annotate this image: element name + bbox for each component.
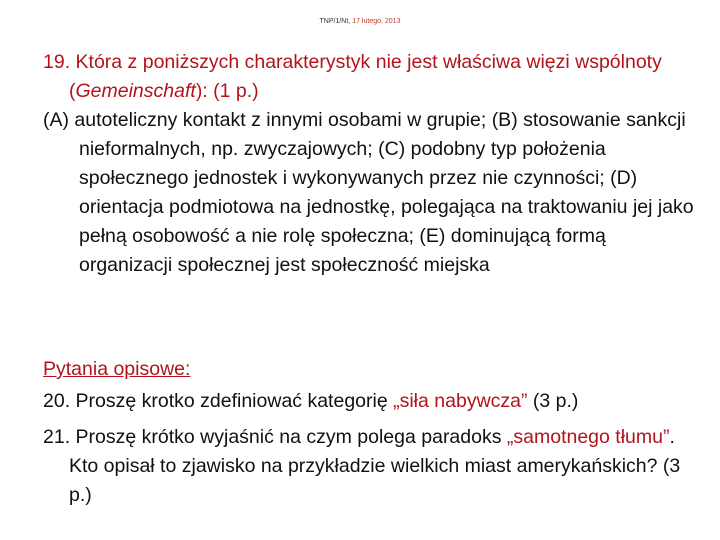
question-21-before: 21. Proszę krótko wyjaśnić na czym polega paradoks <box>43 426 507 448</box>
question-20-before: 20. Proszę krotko zdefiniować kategorię <box>43 390 394 412</box>
question-20-after: (3 p.) <box>527 390 579 412</box>
header-date: 17 lutego, 2013 <box>352 18 401 25</box>
question-19-title-after: ): (1 p.) <box>195 80 259 102</box>
question-20-highlight: „siła nabywcza” <box>393 390 528 412</box>
header-text: TNP/1/Nt, <box>319 18 353 25</box>
question-21-after: . Kto opisał to zjawisko na przykładzie wielkich miast amerykańskich? (3 p.) <box>69 426 681 506</box>
section-label: Pytania opisowe: <box>43 358 191 380</box>
question-21 <box>43 423 703 510</box>
question-19-answers: (A) autoteliczny kontakt z innymi osobami w grupie; (B) stosowanie sankcji nieformalnych, np. zwyczajowych; (C) podobny typ położenia społecznego jednostek i wykonywanych przez nie czynności; (D) orientacja podmiotowa na jednostkę, polegająca na traktowaniu jej jako pełną osobowość a nie rolę społeczna; (E) dominującą formą organizacji społecznej jest społeczność miejska <box>43 109 694 276</box>
slide-header <box>0 18 720 25</box>
question-19 <box>43 48 703 280</box>
question-21-highlight: „samotnego tłumu” <box>506 426 670 448</box>
question-19-title-italic: Gemeinschaft <box>75 80 196 102</box>
question-19-title <box>43 48 703 106</box>
question-19-title-before: 19. Która z poniższych charakterystyk nie jest właściwa więzi wspólnoty ( <box>43 51 662 102</box>
question-20 <box>43 387 703 416</box>
